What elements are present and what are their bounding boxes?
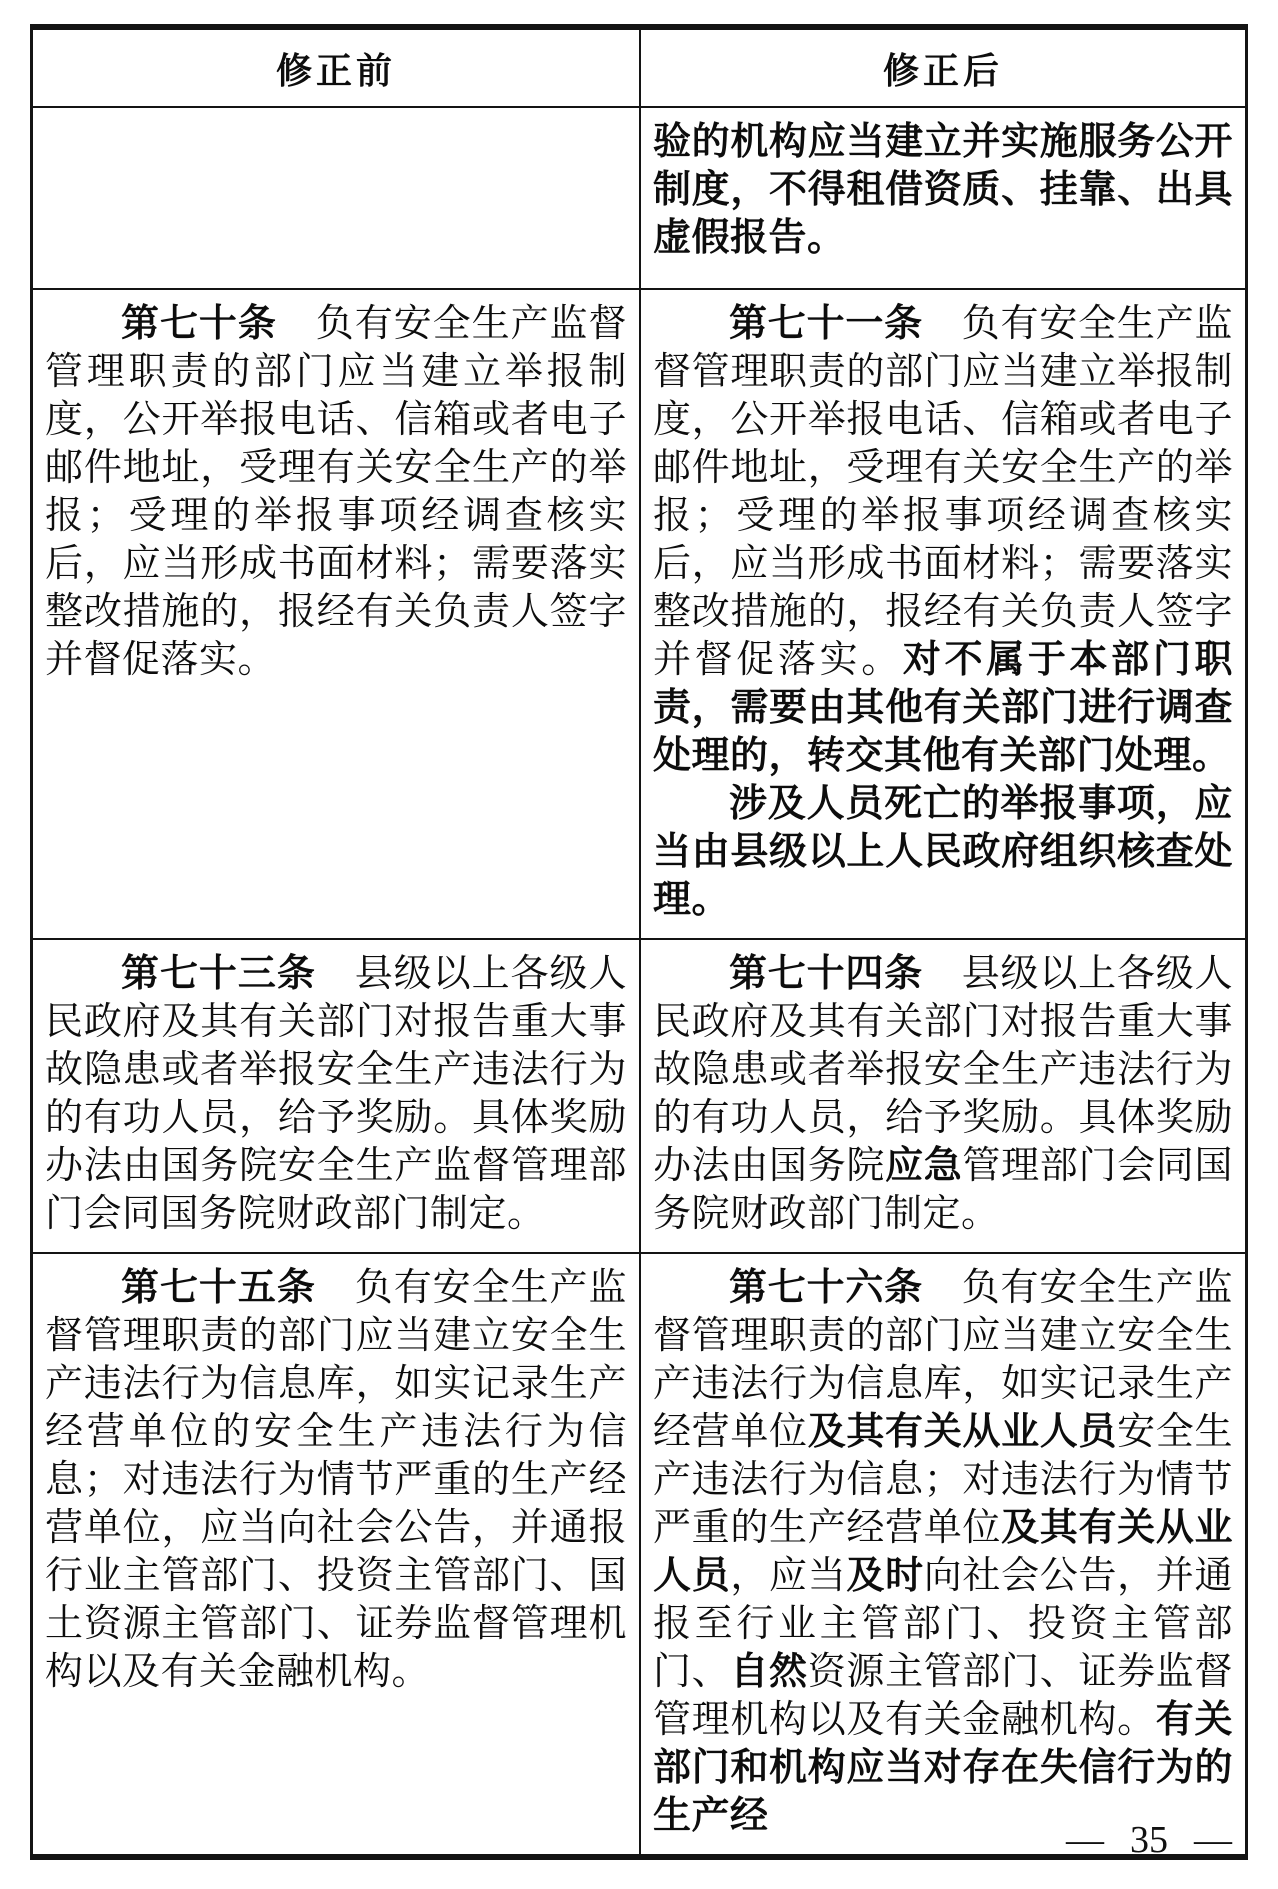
paragraph: 第七十五条 负有安全生产监督管理职责的部门应当建立安全生产违法行为信息库，如实记录生产经营单位的安全生产违法行为信息；对违法行为情节严重的生产经营单位，应当向社会公告，并通报行业主管部门、投资主管部门、国土资源主管部门、证券监督管理机构以及有关金融机构。	[45, 1267, 627, 1693]
paragraph: 第七十六条 负有安全生产监督管理职责的部门应当建立安全生产违法行为信息库，如实记录生产经营单位及其有关从业人员安全生产违法行为信息；对违法行为情节严重的生产经营单位及其有关从业人员，应当及时向社会公告，并通报至行业主管部门、投资主管部门、自然资源主管部门、证券监督管理机构以及有关金融机构。有关部门和机构应当对存在失信行为的生产经	[653, 1267, 1233, 1837]
amendment-comparison-table	[30, 24, 1248, 1860]
row2-after-cell	[639, 290, 1245, 938]
row1-after-cell	[639, 108, 1245, 288]
row4-before-cell	[33, 1254, 639, 1854]
row2-before-cell	[33, 290, 639, 938]
row4-after-cell	[639, 1254, 1245, 1854]
header-cell-before	[33, 30, 639, 106]
page-number-left-dash: —	[1066, 1819, 1104, 1861]
page-number-right-dash: —	[1194, 1819, 1232, 1861]
header-label-before: 修正前	[275, 49, 396, 91]
row3-after-cell	[639, 940, 1245, 1252]
table-row-continuation	[33, 106, 1245, 288]
row1-before-cell	[33, 108, 639, 288]
header-cell-after	[639, 30, 1245, 106]
paragraph: 第七十四条 县级以上各级人民政府及其有关部门对报告重大事故隐患或者举报安全生产违法行为的有功人员，给予奖励。具体奖励办法由国务院应急管理部门会同国务院财政部门制定。	[653, 953, 1233, 1235]
paragraph: 验的机构应当建立并实施服务公开制度，不得租借资质、挂靠、出具虚假报告。	[653, 121, 1233, 259]
paragraph: 第七十一条 负有安全生产监督管理职责的部门应当建立举报制度，公开举报电话、信箱或者电子邮件地址，受理有关安全生产的举报；受理的举报事项经调查核实后，应当形成书面材料；需要落实整改措施的，报经有关负责人签字并督促落实。对不属于本部门职责，需要由其他有关部门进行调查处理的，转交其他有关部门处理。	[653, 303, 1233, 777]
paragraph: 第七十条 负有安全生产监督管理职责的部门应当建立举报制度，公开举报电话、信箱或者电子邮件地址，受理有关安全生产的举报；受理的举报事项经调查核实后，应当形成书面材料；需要落实整改措施的，报经有关负责人签字并督促落实。	[45, 303, 627, 681]
page-number-value: 35	[1130, 1819, 1168, 1861]
paragraph: 涉及人员死亡的举报事项，应当由县级以上人民政府组织核查处理。	[653, 783, 1233, 921]
row3-before-cell	[33, 940, 639, 1252]
header-label-after: 修正后	[882, 49, 1003, 91]
paragraph: 第七十三条 县级以上各级人民政府及其有关部门对报告重大事故隐患或者举报安全生产违法行为的有功人员，给予奖励。具体奖励办法由国务院安全生产监督管理部门会同国务院财政部门制定。	[45, 953, 627, 1235]
table-header-row	[33, 30, 1245, 106]
page-number	[1066, 1818, 1232, 1862]
table-row-article-70-71	[33, 288, 1245, 938]
table-row-article-73-74	[33, 938, 1245, 1252]
table-row-article-75-76	[33, 1252, 1245, 1854]
